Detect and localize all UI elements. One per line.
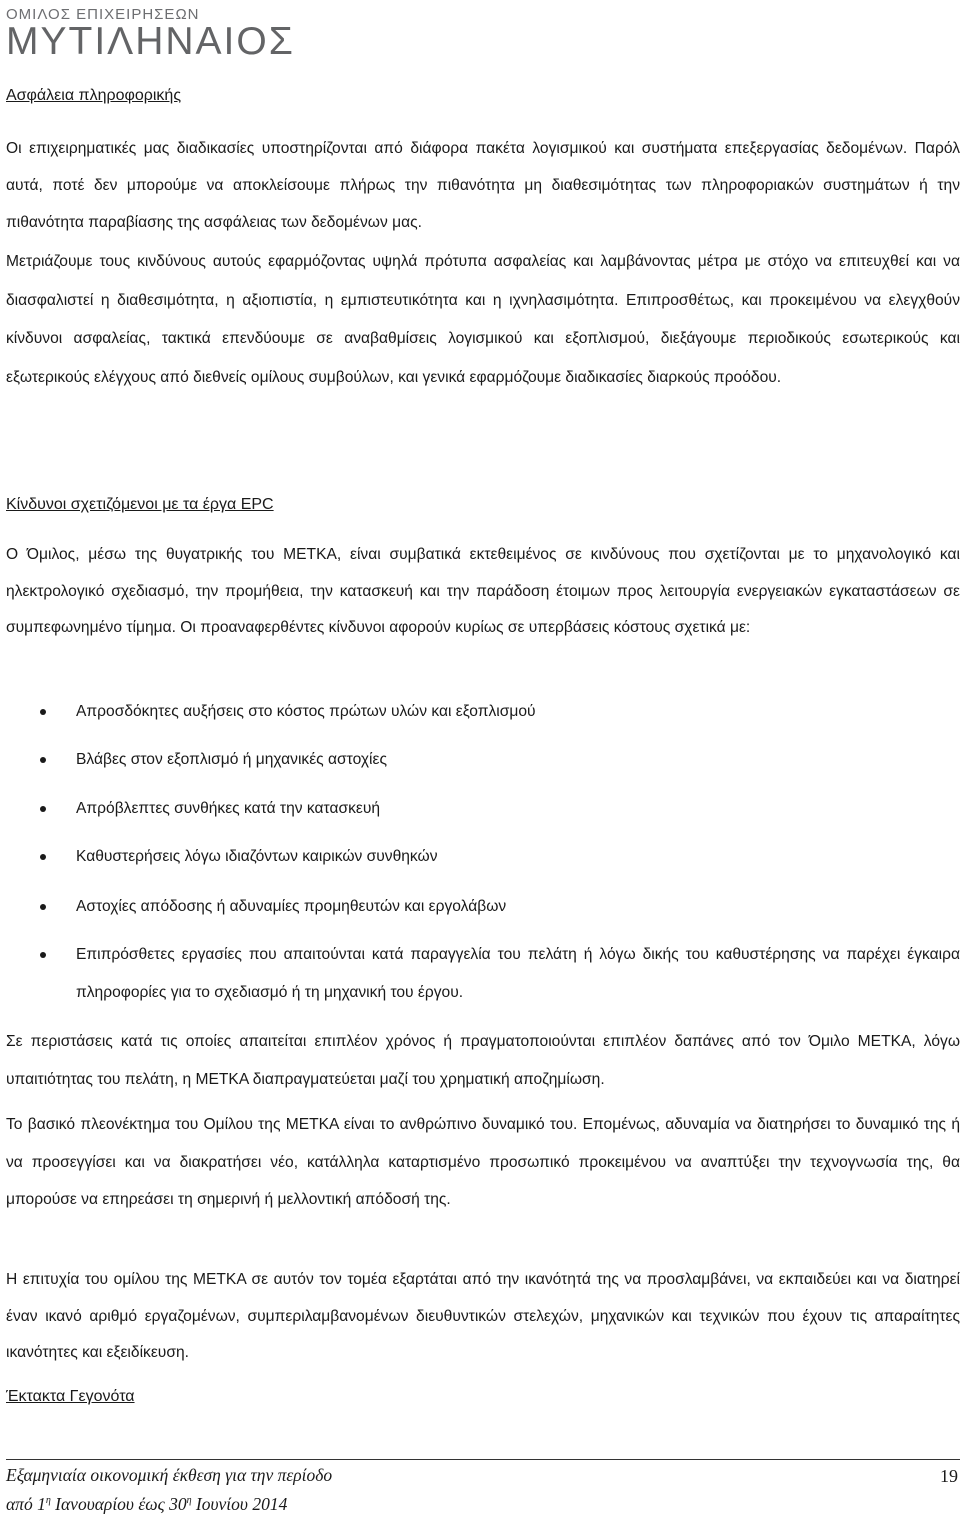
company-logo bbox=[6, 6, 306, 63]
paragraph-epc-intro: Ο Όμιλος, μέσω της θυγατρικής του ΜΕΤΚΑ, είναι συμβατικά εκτεθειμένος σε κινδύνους που σχετίζονται με το μηχανολογικό και ηλεκτρολογικό σχεδιασμό, την προμήθεια, την κατασκευή και την παράδοση έτοιμων προς λειτουργία ενεργειακών εγκαταστάσεων σε συμπεφωνημένο τίμημα. Οι προαναφερθέντες κίνδυνοι αφορούν κυρίως σε υπερβάσεις κόστους σχετικά με: bbox=[6, 546, 960, 637]
heading-extraordinary-events: Έκτακτα Γεγονότα bbox=[6, 1388, 135, 1405]
bullet-icon bbox=[40, 757, 46, 763]
page-number: 19 bbox=[940, 1466, 958, 1486]
footer-period-sup-2: η bbox=[186, 1495, 192, 1507]
list-item-text: Επιπρόσθετες εργασίες που απαιτούνται κατά παραγγελία του πελάτη ή λόγω δικής του καθυστέρησης να παρέχει έγκαιρα πληροφορίες για το σχεδιασμό ή τη μηχανική του έργου. bbox=[76, 946, 960, 1001]
list-item-text: Απρόβλεπτες συνθήκες κατά την κατασκευή bbox=[76, 800, 381, 817]
list-item-text: Βλάβες στον εξοπλισμό ή μηχανικές αστοχίες bbox=[76, 751, 387, 768]
paragraph-human-capital: Το βασικό πλεονέκτημα του Ομίλου της ΜΕΤΚΑ είναι το ανθρώπινο δυναμικό του. Επομένως, αδυναμία να διατηρήσει το δυναμικό της ή να προσεγγίσει και να διακρατήσει νέο, κατάλληλα καταρτισμένο προσωπικό προκειμένου να αναπτύξει την τεχνογνωσία της, θα μπορούσε να επηρεάσει τη σημερινή ή μελλοντική απόδοσή της. bbox=[6, 1116, 960, 1209]
paragraph-it-security-2: Μετριάζουμε τους κινδύνους αυτούς εφαρμόζοντας υψηλά πρότυπα ασφαλείας και λαμβάνοντας μέτρα με στόχο να επιτευχθεί και να διασφαλιστεί η διαθεσιμότητα, η αξιοπιστία, η εμπιστευτικότητα και η ιχνηλασιμότητα. Επιπροσθέτως, και προκειμένου να ελεγχθούν κίνδυνοι ασφαλείας, τακτικά επενδύουμε σε αναβαθμίσεις λογισμικού και εξοπλισμού, διεξάγουμε περιοδικούς εσωτερικούς και εξωτερικούς ελέγχους από διεθνείς ομίλους συμβούλων, και γενικά εφαρμόζουμε διαδικασίες διαρκούς προόδου. bbox=[6, 253, 960, 386]
footer-divider bbox=[6, 1459, 960, 1460]
bullet-icon bbox=[40, 709, 46, 715]
bullet-icon bbox=[40, 854, 46, 860]
footer-period-middle: Ιανουαρίου έως 30 bbox=[50, 1494, 187, 1514]
list-item-text: Απροσδόκητες αυξήσεις στο κόστος πρώτων υλών και εξοπλισμού bbox=[76, 703, 536, 720]
list-item-text: Αστοχίες απόδοσης ή αδυναμίες προμηθευτών και εργολάβων bbox=[76, 898, 507, 915]
logo-tagline: ΟΜΙΛΟΣ ΕΠΙΧΕΙΡΗΣΕΩΝ bbox=[6, 6, 200, 23]
paragraph-it-security-1: Οι επιχειρηματικές μας διαδικασίες υποστηρίζονται από διάφορα πακέτα λογισμικού και συστήματα επεξεργασίας δεδομένων. Παρόλ αυτά, ποτέ δεν μπορούμε να αποκλείσουμε πλήρως την πιθανότητα μη διαθεσιμότητας των πληροφοριακών συστημάτων ή την πιθανότητα παραβίασης της ασφάλειας των δεδομένων μας. bbox=[6, 140, 960, 231]
footer-period-sup-1: η bbox=[45, 1495, 51, 1507]
bullet-icon bbox=[40, 806, 46, 812]
logo-wordmark: ΜΥΤΙΛΗΝΑΙΟΣ bbox=[6, 20, 295, 63]
list-item-text: Καθυστερήσεις λόγω ιδιαζόντων καιρικών συνθηκών bbox=[76, 848, 438, 865]
heading-epc-risks: Κίνδυνοι σχετιζόμενοι με τα έργα EPC bbox=[6, 496, 274, 513]
paragraph-compensation: Σε περιστάσεις κατά τις οποίες απαιτείται επιπλέον χρόνος ή πραγματοποιούνται επιπλέον δαπάνες από τον Όμιλο ΜΕΤΚΑ, λόγω υπαιτιότητας του πελάτη, η ΜΕΤΚΑ διαπραγματεύεται μαζί του χρηματική αποζημίωση. bbox=[6, 1033, 960, 1088]
footer-period-prefix: από 1 bbox=[6, 1494, 46, 1514]
footer-period-suffix: Ιουνίου 2014 bbox=[191, 1494, 288, 1514]
bullet-icon bbox=[40, 904, 46, 910]
bullet-icon bbox=[40, 952, 46, 958]
footer-report-period bbox=[6, 1494, 287, 1515]
footer-report-title: Εξαμηνιαία οικονομική έκθεση για την περίοδο bbox=[6, 1465, 333, 1485]
paragraph-success: Η επιτυχία του ομίλου της ΜΕΤΚΑ σε αυτόν τον τομέα εξαρτάται από την ικανότητά της να προσλαμβάνει, να εκπαιδεύει και να διατηρεί έναν ικανό αριθμό εργαζομένων, συμπεριλαμβανομένων διευθυντικών στελεχών, μηχανικών και τεχνικών που έχουν τις απαραίτητες ικανότητες και εξειδίκευση. bbox=[6, 1271, 960, 1362]
heading-it-security: Ασφάλεια πληροφορικής bbox=[6, 87, 182, 104]
